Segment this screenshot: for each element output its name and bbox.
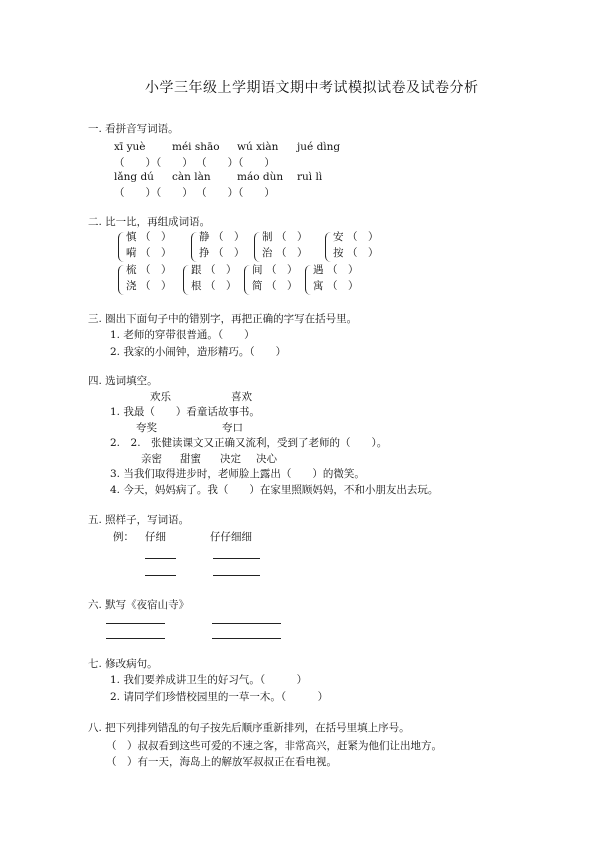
char-3a: 制: [262, 231, 273, 243]
s8-item-2: （ ）有一天，海岛上的解放军叔叔正在看电视。: [106, 756, 337, 768]
answer-line[interactable]: [213, 575, 260, 576]
section-5-heading: 五. 照样子，写词语。: [88, 514, 190, 526]
char-4b: 按: [333, 247, 344, 259]
s4-line-3: 3. 当我们取得进步时，老师脸上露出（ ）的微笑。: [110, 468, 365, 480]
word-choice-3c: 决定: [220, 453, 241, 465]
section-1-heading: 一. 看拼音写词语。: [88, 123, 179, 135]
char-5b: 浇: [126, 280, 137, 292]
word-choice-1a: 欢乐: [150, 391, 171, 403]
pinyin-6: càn làn: [172, 171, 211, 183]
word-choice-3b: 甜蜜: [180, 453, 201, 465]
answer-line[interactable]: [145, 575, 176, 576]
section-8-heading: 八. 把下列排列错乱的句子按先后顺序重新排列，在括号里填上序号。: [88, 722, 410, 734]
char-2a: 静: [199, 231, 210, 243]
example-word-2: 仔仔细细: [210, 531, 252, 543]
poem-line[interactable]: [212, 623, 281, 624]
brace-icon: [118, 232, 125, 262]
s4-line-1: 1. 我最（ ）看童话故事书。: [110, 406, 260, 418]
blank-5b[interactable]: （ ）: [140, 280, 172, 292]
word-choice-3d: 决心: [256, 453, 277, 465]
blank-5a[interactable]: （ ）: [140, 264, 172, 276]
blank-1[interactable]: （ ）（ ）: [114, 157, 193, 169]
brace-icon: [183, 265, 190, 295]
answer-line[interactable]: [145, 558, 176, 559]
blank-2a[interactable]: （ ）: [213, 231, 245, 243]
s3-item-2: 2. 我家的小闹钟，造形精巧。（ ）: [110, 346, 287, 358]
pinyin-5: lǎng dú: [114, 171, 154, 183]
char-4a: 安: [333, 231, 344, 243]
s7-item-1: 1. 我们要养成讲卫生的好习气。（ ）: [110, 674, 308, 686]
blank-3b[interactable]: （ ）: [276, 247, 308, 259]
blank-1a[interactable]: （ ）: [140, 231, 172, 243]
section-2-heading: 二. 比一比，再组成词语。: [88, 216, 211, 228]
char-6b: 根: [191, 280, 202, 292]
blank-3a[interactable]: （ ）: [276, 231, 308, 243]
example-label: 例：: [113, 531, 134, 543]
blank-7b[interactable]: （ ）: [266, 280, 298, 292]
pinyin-8: ruì lì: [297, 171, 323, 183]
blank-3[interactable]: （ ）（ ）: [114, 187, 193, 199]
poem-line[interactable]: [106, 638, 165, 639]
s8-item-1: （ ）叔叔看到这些可爱的不速之客，非常高兴，赶紧为他们让出地方。: [106, 740, 442, 752]
answer-blanks-row-1: [114, 158, 275, 169]
char-6a: 跟: [191, 264, 202, 276]
s7-item-2: 2. 请同学们珍惜校园里的一草一木。（ ）: [110, 691, 329, 703]
word-choice-2b: 夸口: [222, 422, 243, 434]
blank-6b[interactable]: （ ）: [205, 280, 237, 292]
pinyin-7: máo dùn: [237, 171, 284, 183]
pinyin-4: jué dìng: [297, 141, 341, 153]
brace-icon: [305, 265, 312, 295]
brace-icon: [244, 265, 251, 295]
pinyin-1: xī yuè: [114, 141, 146, 153]
brace-icon: [191, 232, 198, 262]
blank-4[interactable]: （ ）（ ）: [196, 187, 275, 199]
section-6-heading: 六. 默写《夜宿山寺》: [88, 599, 190, 611]
blank-4b[interactable]: （ ）: [347, 247, 379, 259]
char-8b: 寓: [313, 280, 324, 292]
pinyin-3: wú xiàn: [237, 141, 279, 153]
page-title: 小学三年级上学期语文期中考试模拟试卷及试卷分析: [145, 80, 479, 96]
blank-1b[interactable]: （ ）: [140, 247, 172, 259]
word-choice-3a: 亲密: [141, 453, 162, 465]
blank-2b[interactable]: （ ）: [213, 247, 245, 259]
brace-icon: [254, 232, 261, 262]
char-1b: 嗬: [126, 247, 137, 259]
char-3b: 治: [262, 247, 273, 259]
answer-blanks-row-2: [114, 188, 275, 199]
blank-2[interactable]: （ ）（ ）: [196, 157, 275, 169]
section-7-heading: 七. 修改病句。: [88, 658, 158, 670]
char-7a: 间: [252, 264, 263, 276]
blank-4a[interactable]: （ ）: [347, 231, 379, 243]
word-choice-1b: 喜欢: [231, 391, 252, 403]
blank-6a[interactable]: （ ）: [205, 264, 237, 276]
s4-line-4: 4. 今天，妈妈病了。我（ ）在家里照顾妈妈，不和小朋友出去玩。: [110, 484, 439, 496]
pinyin-2: méi shāo: [172, 141, 220, 153]
section-4-heading: 四. 选词填空。: [88, 375, 158, 387]
blank-7a[interactable]: （ ）: [266, 264, 298, 276]
char-8a: 遇: [313, 264, 324, 276]
example-word-1: 仔细: [145, 531, 166, 543]
brace-icon: [325, 232, 332, 262]
brace-icon: [118, 265, 125, 295]
s3-item-1: 1. 老师的穿带很普通。（ ）: [110, 329, 255, 341]
char-5a: 梳: [126, 264, 137, 276]
char-7b: 简: [252, 280, 263, 292]
section-3-heading: 三. 圈出下面句子中的错别字，再把正确的字写在括号里。: [88, 313, 358, 325]
blank-8b[interactable]: （ ）: [327, 280, 359, 292]
word-choice-2a: 夸奖: [136, 422, 157, 434]
char-1a: 慎: [126, 231, 137, 243]
blank-8a[interactable]: （ ）: [327, 264, 359, 276]
answer-line[interactable]: [213, 558, 260, 559]
s4-line-2: 2. 2. 张健读课文又正确又流利，受到了老师的（ ）。: [110, 437, 388, 449]
char-2b: 挣: [199, 247, 210, 259]
poem-line[interactable]: [106, 623, 165, 624]
poem-line[interactable]: [212, 638, 281, 639]
